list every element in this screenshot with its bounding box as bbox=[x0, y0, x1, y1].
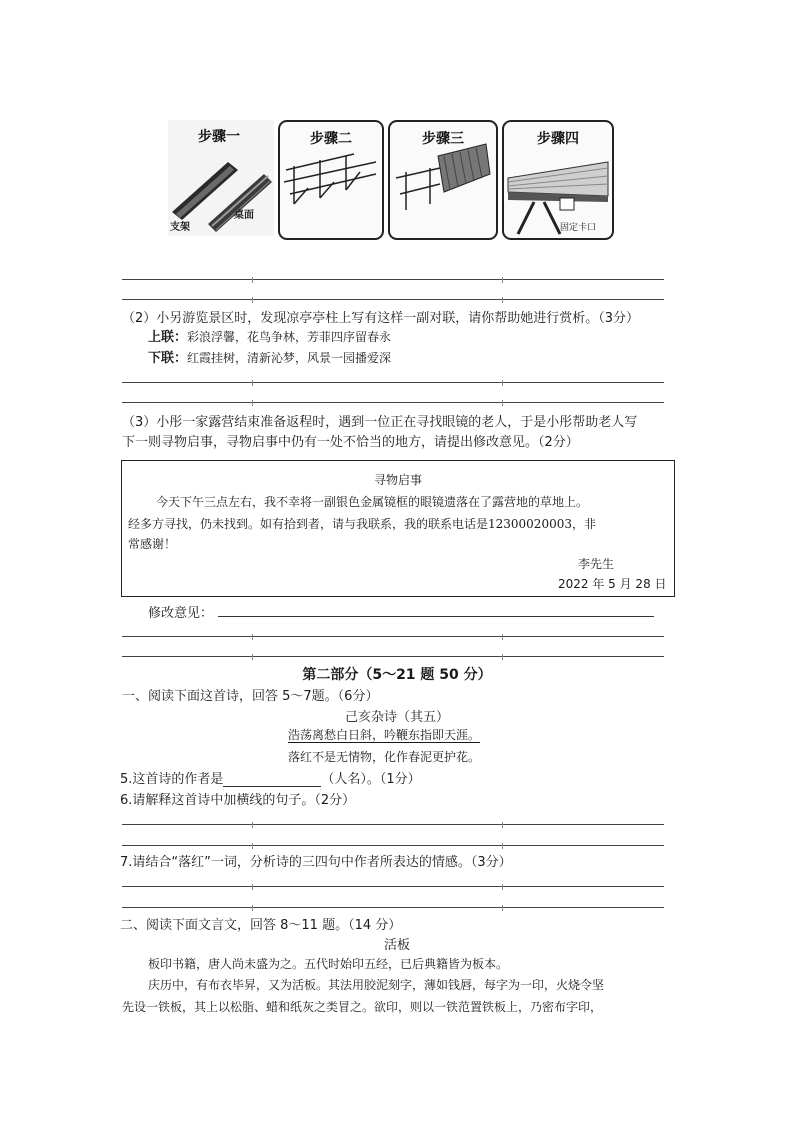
part2-heading: 第二部分（5～21 题 50 分） bbox=[302, 667, 492, 683]
step-one-part-support: 支架 bbox=[170, 222, 190, 233]
essay-paragraph-1: 板印书籍，唐人尚未盛为之。五代时始印五经，已后典籍皆为板本。 bbox=[148, 957, 509, 971]
couplet-lower-label: 下联： bbox=[148, 351, 188, 366]
answer-line bbox=[122, 886, 664, 887]
answer-line bbox=[122, 636, 664, 637]
answer-line bbox=[122, 299, 664, 300]
section2-heading: 二、阅读下面文言文，回答 8～11 题。（14 分） bbox=[120, 918, 402, 933]
question-6: 6.请解释这首诗中加横线的句子。（2分） bbox=[120, 793, 356, 808]
step-one-part-tabletop: 桌面 bbox=[234, 210, 254, 221]
couplet-lower bbox=[148, 347, 391, 366]
step-three-label: 步骤三 bbox=[422, 131, 464, 147]
step-two-label: 步骤二 bbox=[310, 131, 352, 147]
assembly-steps-figure bbox=[168, 120, 614, 240]
question-5-text-before: 5.这首诗的作者是 bbox=[120, 772, 224, 787]
couplet-upper-text: 彩浪浮馨，花鸟争林，芳菲四序留春永 bbox=[187, 330, 392, 344]
answer-line bbox=[122, 279, 664, 280]
couplet-upper-label: 上联： bbox=[148, 330, 188, 345]
poem-title: 己亥杂诗（其五） bbox=[344, 710, 449, 725]
answer-line bbox=[122, 656, 664, 657]
step-four-panel bbox=[502, 120, 614, 240]
poem-line1: 浩荡离愁白日斜，吟鞭东指即天涯。 bbox=[288, 728, 481, 742]
step-one-panel bbox=[168, 120, 274, 236]
essay-title: 活板 bbox=[383, 938, 410, 953]
essay-paragraph-2: 庆历中，有布衣毕昇，又为活板。其法用胶泥刻字，薄如钱唇，每字为一印，火烧令坚 bbox=[148, 978, 605, 992]
step-two-panel bbox=[278, 120, 384, 240]
answer-line bbox=[122, 824, 664, 825]
step-three-panel bbox=[388, 120, 498, 240]
revision-answer-blank[interactable] bbox=[218, 616, 654, 617]
step-one-label: 步骤一 bbox=[198, 129, 240, 145]
notice-date: 2022 年 5 月 28 日 bbox=[558, 577, 667, 591]
question-3-prompt-line1: （3）小彤一家露营结束准备返程时，遇到一位正在寻找眼镜的老人，于是小彤帮助老人写 bbox=[122, 415, 638, 430]
lost-item-notice bbox=[121, 460, 675, 597]
notice-body-line2: 经多方寻找，仍未找到。如有拾到者，请与我联系，我的联系电话是12300020003，非 bbox=[128, 517, 596, 531]
question-5-author-blank[interactable] bbox=[223, 774, 321, 787]
notice-body-line1: 今天下午三点左右，我不幸将一副银色金属镜框的眼镜遗落在了露营地的草地上。 bbox=[156, 495, 589, 509]
step-four-label: 步骤四 bbox=[537, 131, 579, 147]
question-2-prompt: （2）小另游览景区时，发现凉亭亭柱上写有这样一副对联，请你帮助她进行赏析。（3分） bbox=[122, 311, 640, 326]
question-5-text-after: （人名）。（1分） bbox=[321, 772, 421, 787]
couplet-lower-text: 红霞挂树，清新沁梦，风景一园播爱深 bbox=[187, 351, 392, 365]
question-3-prompt-line2: 下一则寻物启事，寻物启事中仍有一处不恰当的地方，请提出修改意见。（2分） bbox=[122, 435, 579, 450]
answer-line bbox=[122, 402, 664, 403]
answer-line bbox=[122, 845, 664, 846]
notice-signer: 李先生 bbox=[578, 557, 615, 571]
revision-label: 修改意见： bbox=[148, 606, 214, 621]
slats-placing-icon bbox=[390, 122, 496, 238]
frame-skeleton-icon bbox=[280, 122, 382, 238]
poem-line2: 落红不是无情物，化作春泥更护花。 bbox=[288, 750, 481, 764]
notice-title: 寻物启事 bbox=[373, 473, 422, 487]
notice-body-line3: 常感谢！ bbox=[128, 537, 177, 551]
question-5 bbox=[120, 768, 421, 787]
step-four-note: 固定卡口 bbox=[560, 223, 597, 233]
essay-paragraph-3: 先设一铁板，其上以松脂、蜡和纸灰之类冒之。欲印，则以一铁范置铁板上，乃密布字印， bbox=[122, 1000, 603, 1014]
answer-line bbox=[122, 382, 664, 383]
section1-heading: 一、阅读下面这首诗，回答 5～7题。（6分） bbox=[122, 689, 379, 704]
question-7: 7.请结合“落红”一词，分析诗的三四句中作者所表达的情感。（3分） bbox=[120, 855, 512, 870]
couplet-upper bbox=[148, 326, 391, 345]
answer-line bbox=[122, 907, 664, 908]
